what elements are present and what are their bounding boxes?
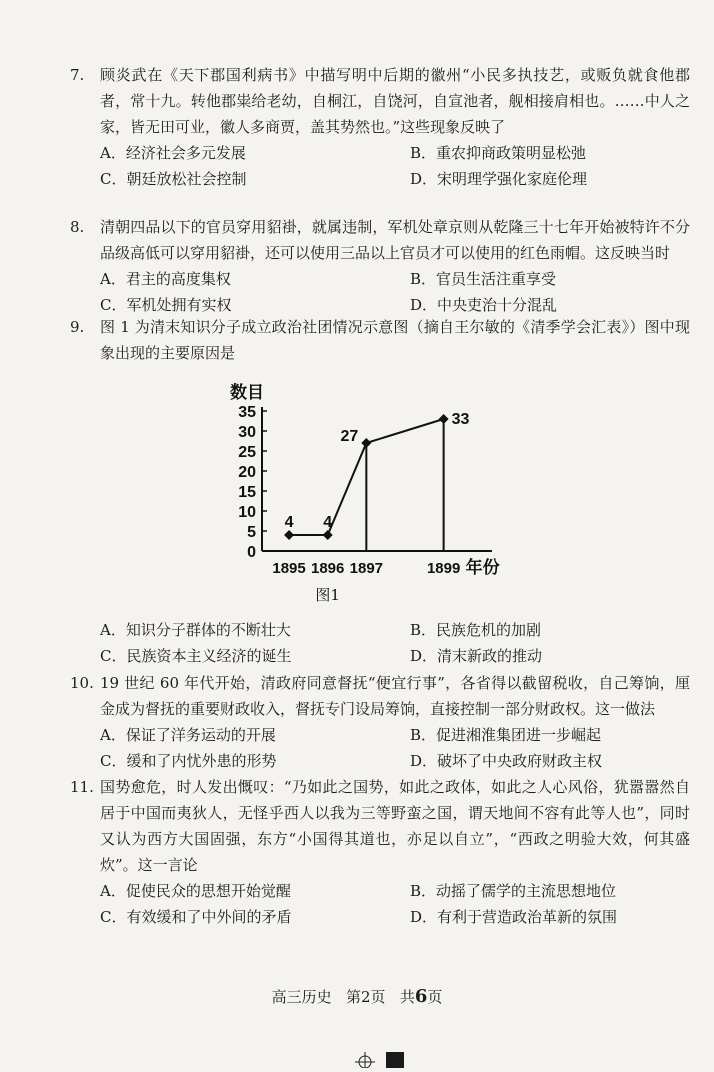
data-point-marker xyxy=(439,414,449,424)
data-point-marker xyxy=(284,530,294,540)
option-a[interactable]: A．知识分子群体的不断壮大 xyxy=(100,621,291,639)
y-tick-label: 5 xyxy=(247,524,256,541)
y-tick-label: 25 xyxy=(238,444,256,461)
option-b[interactable]: B．民族危机的加剧 xyxy=(410,621,542,639)
data-point-marker xyxy=(323,530,333,540)
y-tick-label: 0 xyxy=(247,544,256,561)
x-tick-label: 1896 xyxy=(311,560,345,577)
option-c[interactable]: C．朝廷放松社会控制 xyxy=(100,170,247,188)
option-a[interactable]: A．经济社会多元发展 xyxy=(100,144,246,162)
question-7 xyxy=(70,62,690,192)
option-b[interactable]: B．重农抑商政策明显松弛 xyxy=(410,144,587,162)
data-label: 4 xyxy=(284,514,294,531)
x-axis-label: 年份 xyxy=(465,558,500,577)
question-number: 11. xyxy=(70,778,94,796)
question-10 xyxy=(70,670,690,774)
question-stem: 顾炎武在《天下郡国利病书》中描写明中后期的徽州“小民多执技艺，或贩负就食他郡者，常十九。转他郡粜给老幼，自桐江，自饶河，自宣池者，舰相接肩相也。……中人之家，皆无田可业，徽人多商贾，盖其势然也。”这些现象反映了 xyxy=(100,66,690,136)
option-d[interactable]: D．宋明理学强化家庭伦理 xyxy=(410,170,588,188)
y-axis-label: 数目 xyxy=(230,383,264,402)
question-stem: 国势愈危，时人发出慨叹：“乃如此之国势，如此之政体，如此之人心风俗，犹嚣嚣然自居于中国而夷狄人，无怪乎西人以我为三等野蛮之国，谓天地间不容有此等人也”，同时又认为西方大国固强，东方“小国得其道也，亦足以自立”，“西政之明验大效，何其盛炊”。这一言论 xyxy=(100,778,690,874)
question-number: 8. xyxy=(70,218,85,236)
question-stem: 19 世纪 60 年代开始，清政府同意督抚“便宜行事”，各省得以截留税收，自己筹饷，厘金成为督抚的重要财政收入，督抚专门设局筹饷，直接控制一部分财政权。这一做法 xyxy=(100,674,690,718)
question-9-options xyxy=(70,617,690,669)
option-c[interactable]: C．军机处拥有实权 xyxy=(100,296,232,314)
question-8 xyxy=(70,214,690,318)
option-b[interactable]: B．动摇了儒学的主流思想地位 xyxy=(410,882,617,900)
x-tick-label: 1897 xyxy=(349,560,384,577)
y-tick-label: 30 xyxy=(238,424,256,441)
question-9 xyxy=(70,314,690,366)
option-c[interactable]: C．有效缓和了中外间的矛盾 xyxy=(100,908,292,926)
option-d[interactable]: D．清末新政的推动 xyxy=(410,647,543,665)
question-number: 9. xyxy=(70,318,85,336)
line-chart-svg xyxy=(222,378,512,610)
print-marker-block xyxy=(386,1052,404,1068)
option-c[interactable]: C．民族资本主义经济的诞生 xyxy=(100,647,292,665)
options xyxy=(100,722,690,774)
registration-mark-icon xyxy=(355,1052,375,1072)
options xyxy=(100,266,690,318)
option-b[interactable]: B．促进湘淮集团进一步崛起 xyxy=(410,726,602,744)
x-tick-label: 1899 xyxy=(426,560,461,577)
question-number: 10. xyxy=(70,674,94,692)
question-number: 7. xyxy=(70,66,85,84)
option-a[interactable]: A．促使民众的思想开始觉醒 xyxy=(100,882,291,900)
footer-subject: 高三历史 xyxy=(271,988,332,1006)
footer-total-num: 6 xyxy=(414,986,428,1007)
options xyxy=(100,140,690,192)
option-a[interactable]: A．君主的高度集权 xyxy=(100,270,231,288)
option-d[interactable]: D．有利于营造政治革新的氛围 xyxy=(410,908,618,926)
option-d[interactable]: D．破坏了中央政府财政主权 xyxy=(410,752,603,770)
question-stem: 清朝四品以下的官员穿用貂褂，就属违制，军机处章京则从乾隆三十七年开始被特许不分品级高低可以穿用貂褂，还可以使用三品以上官员才可以使用的红色雨帽。这反映当时 xyxy=(100,218,690,262)
y-tick-label: 35 xyxy=(238,404,256,421)
options xyxy=(100,617,690,669)
option-c[interactable]: C．缓和了内忧外患的形势 xyxy=(100,752,277,770)
footer-page: 第2页 xyxy=(345,988,386,1006)
question-11 xyxy=(70,774,690,930)
y-tick-label: 20 xyxy=(238,464,256,481)
footer-total-prefix: 共 xyxy=(399,988,415,1006)
option-a[interactable]: A．保证了洋务运动的开展 xyxy=(100,726,276,744)
figure-1-chart xyxy=(222,378,512,610)
data-label: 4 xyxy=(323,514,333,531)
y-tick-label: 15 xyxy=(238,484,256,501)
data-label: 27 xyxy=(340,428,359,445)
question-stem: 图 1 为清末知识分子成立政治社团情况示意图（摘自王尔敏的《清季学会汇表》）图中现象出现的主要原因是 xyxy=(100,318,690,362)
option-b[interactable]: B．官员生活注重享受 xyxy=(410,270,557,288)
data-label: 33 xyxy=(451,411,470,428)
x-tick-label: 1895 xyxy=(272,560,306,577)
option-d[interactable]: D．中央吏治十分混乱 xyxy=(410,296,558,314)
data-point-marker xyxy=(361,438,371,448)
options xyxy=(100,878,690,930)
chart-title: 图1 xyxy=(315,586,340,604)
footer-total-suffix: 页 xyxy=(427,988,443,1006)
y-tick-label: 10 xyxy=(238,504,256,521)
page-footer xyxy=(0,986,714,1007)
